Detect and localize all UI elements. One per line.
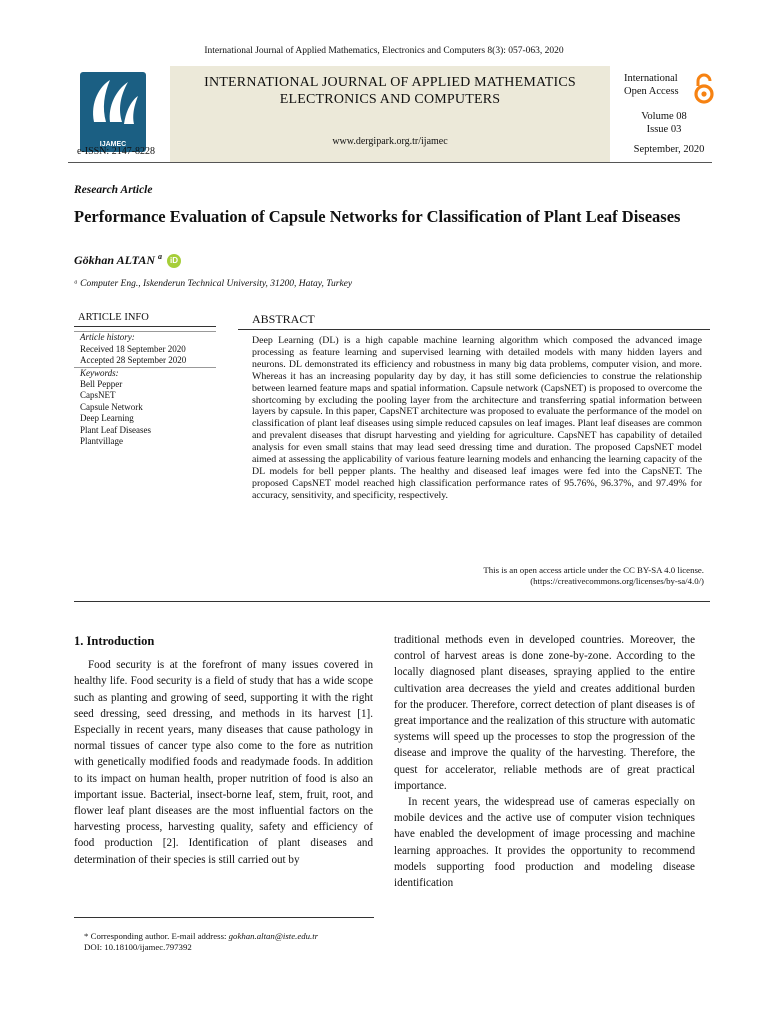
accepted-date: Accepted 28 September 2020 xyxy=(80,355,187,366)
open-access-icon xyxy=(692,72,716,106)
footnote xyxy=(84,931,318,953)
oa-line2: Open Access xyxy=(624,86,679,97)
orcid-icon[interactable]: iD xyxy=(167,254,181,268)
license-notice xyxy=(483,565,704,587)
affiliation: ᵃ Computer Eng., Iskenderun Technical University, 31200, Hatay, Turkey xyxy=(74,279,353,289)
article-info-heading: ARTICLE INFO xyxy=(74,312,216,327)
history-label: Article history: xyxy=(74,331,216,343)
author-email[interactable]: gokhan.altan@iste.edu.tr xyxy=(228,931,319,941)
corresponding-prefix: * Corresponding author. E-mail address: xyxy=(84,931,229,941)
keyword: Plant Leaf Diseases xyxy=(80,424,151,435)
journal-title-line1: INTERNATIONAL JOURNAL OF APPLIED MATHEMATICS xyxy=(204,75,576,90)
body-left-column xyxy=(74,633,373,868)
keywords-label: Keywords: xyxy=(74,367,216,379)
author-name[interactable]: Gökhan ALTAN xyxy=(74,253,156,267)
abstract xyxy=(238,312,710,502)
volume: Volume 08 xyxy=(641,111,687,122)
journal-logo xyxy=(80,72,146,152)
section-heading: 1. Introduction xyxy=(74,634,155,648)
abstract-heading: ABSTRACT xyxy=(238,312,710,330)
oa-line1: International xyxy=(624,73,678,84)
license-line2[interactable]: (https://creativecommons.org/licenses/by-sa/4.0/) xyxy=(530,576,704,586)
corresponding-author xyxy=(84,931,318,942)
body-right-column xyxy=(394,632,695,891)
masthead xyxy=(68,66,712,163)
keyword: Bell Pepper xyxy=(80,379,123,390)
open-access-block xyxy=(624,72,714,98)
paper-title: Performance Evaluation of Capsule Networks for Classification of Plant Leaf Diseases xyxy=(74,207,681,226)
abstract-text: Deep Learning (DL) is a high capable machine learning algorithm which composed the advanced image processing as feature learning and supervised learning with detailed models with many hidden layers and neurons. DL demonstrated its efficiency and robustness in many big data problems, computer vision, and more. Whereas it has an increasing popularity day by day, it has still some deficiencies to construe the relationship between learned feature maps and spatial information. Capsule network (CapsNET) is proposed to overcome the shortcoming by excluding the pooling layer from the architecture and transferring spatial information between layers by capsule. In this paper, CapsNET architecture was proposed to evaluate the performance of the model on classification of plant leaf diseases using simple reduced capsules on leaf images. Plant leaf diseases are common and prevalent diseases that disrupt harvesting and yielding for agriculture. CapsNET has capability of detailed analysis for even small stains that may lead seed dressing time and duration. The proposed CapsNET model aimed at assessing the applicability of various feature learning models and enhancing the learning capacity of the DL models for bell pepper plants. The healthy and diseased leaf images were fed into the CapsNET. The proposed CapsNET model reached high classification performance rates of 95.76%, 96.37%, and 97.49% for accuracy, sensitivity, and specificity, respectively. xyxy=(252,335,702,501)
article-info xyxy=(74,312,216,447)
intro-paragraph: In recent years, the widespread use of cameras especially on mobile devices and the active use of computer vision techniques have enabled the development of image processing and machine learning approaches. It provides the opportunity to recommend models supporting food production and modeling disease identification xyxy=(394,796,695,890)
section-divider xyxy=(74,601,710,602)
journal-logo-icon xyxy=(80,72,146,136)
keyword: Deep Learning xyxy=(80,413,134,424)
intro-paragraph: Food security is at the forefront of many issues covered in healthy life. Food security is a field of study that has a wide scope such as planting and growing of seed, supporting it with the right seed dressing, seed dressing, and methods in its harvest [1]. Especially in recent years, many diseases that cause pathology in normal tissues of cancer type also come to the fore as nutrition with genetically modified foods and readymade foods. In addition to its impact on human health, proper nutrition of food is also an important issue. Bacterial, insect-borne leaf, stem, fruit, root, and flower leaf plant diseases are the most influential factors on the harvesting process, harvesting quality, safety and efficiency of food production [2]. Identification of plant diseases and determination of their species is still carried out by xyxy=(74,659,373,866)
doi[interactable]: DOI: 10.18100/ijamec.797392 xyxy=(84,942,192,952)
issn: e-ISSN: 2147-8228 xyxy=(76,146,156,157)
issue-date: September, 2020 xyxy=(633,144,705,155)
journal-website[interactable]: www.dergipark.org.tr/ijamec xyxy=(332,136,448,147)
journal-title-line2: ELECTRONICS AND COMPUTERS xyxy=(279,92,501,107)
logo-text: IJAMEC xyxy=(99,141,127,148)
running-head: International Journal of Applied Mathematics, Electronics and Computers 8(3): 057-063, 2020 xyxy=(204,46,564,56)
author-affil-mark: a xyxy=(158,252,163,261)
keyword: Plantvillage xyxy=(80,436,123,447)
article-type: Research Article xyxy=(74,184,153,196)
received-date: Received 18 September 2020 xyxy=(80,343,186,354)
footnote-divider xyxy=(74,917,374,918)
license-line1: This is an open access article under the CC BY-SA 4.0 license. xyxy=(483,565,704,575)
issue: Issue 03 xyxy=(646,124,682,135)
keyword: CapsNET xyxy=(80,390,116,401)
author xyxy=(74,252,181,268)
title-band xyxy=(170,66,610,162)
journal-title xyxy=(170,74,610,108)
volume-issue xyxy=(624,110,704,136)
intro-paragraph: traditional methods even in developed countries. Moreover, the control of harvest areas is done zone-by-zone. According to the locally diagnosed plant diseases, spraying applied to the entire cultivation area decreases the yield and creates additional burden for the producer. Therefore, correct detection of plant diseases is of great importance and the realization of this structure with automatic systems will speed up the processes to stop the progression of the disease and improve the quality of the harvesting. Therefore, the quest for accelerator, reliable methods are of great practical importance. xyxy=(394,634,695,792)
keyword: Capsule Network xyxy=(80,401,143,412)
